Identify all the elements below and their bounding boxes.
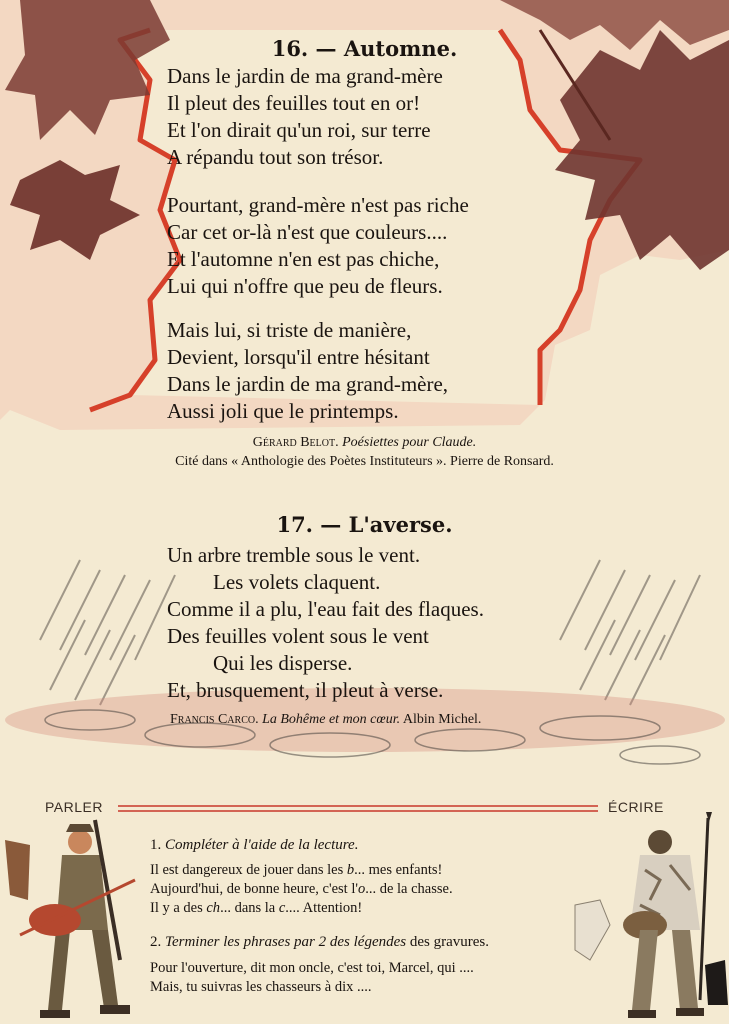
poem16-work: Poésiettes pour Claude. bbox=[342, 435, 477, 450]
exercise1-line bbox=[150, 900, 362, 917]
poem16-verse: Devient, lorsqu'il entre hésitant bbox=[167, 345, 430, 369]
ecrire-label: ÉCRIRE bbox=[608, 799, 664, 815]
exercise1-text: ... mes enfants! bbox=[354, 862, 443, 878]
exercise1-instruction: Compléter à l'aide de la lecture. bbox=[165, 837, 359, 853]
exercise1-text: Aujourd'hui, de bonne heure, c'est l' bbox=[150, 881, 358, 897]
exercise1-blank: b bbox=[346, 862, 355, 878]
poem16-title: 16. — Automne. bbox=[271, 36, 458, 61]
exercise2-line: Pour l'ouverture, dit mon oncle, c'est toi, Marcel, qui .... bbox=[150, 960, 474, 976]
poem17-publisher: Albin Michel. bbox=[402, 712, 482, 727]
poem17-title: 17. — L'averse. bbox=[276, 512, 453, 537]
exercise1-blank: o bbox=[357, 881, 366, 897]
poem16-verse: Aussi joli que le printemps. bbox=[167, 399, 399, 423]
poem16-verse: Il pleut des feuilles tout en or! bbox=[167, 91, 421, 115]
exercise1-text: ... de la chasse. bbox=[365, 881, 453, 897]
exercise1-line bbox=[150, 862, 442, 879]
poem17-verse: Un arbre tremble sous le vent. bbox=[167, 543, 421, 567]
poem16-verse: Dans le jardin de ma grand-mère bbox=[167, 64, 443, 88]
exercise2-instruction-end: des gravures. bbox=[406, 934, 489, 950]
poem16-verse: A répandu tout son trésor. bbox=[167, 145, 384, 169]
hunter-right-figure bbox=[575, 812, 728, 1018]
poem17-attribution bbox=[170, 712, 481, 728]
hunter-left-figure bbox=[5, 820, 135, 1018]
poem16-attribution bbox=[0, 435, 729, 451]
exercise1-text: ... dans la bbox=[220, 900, 279, 916]
exercise1-number: 1. bbox=[150, 837, 162, 853]
poem17-work: La Bohême et mon cœur. bbox=[262, 712, 401, 727]
exercise1-text: Il est dangereux de jouer dans les bbox=[150, 862, 347, 878]
poem16-verse: Dans le jardin de ma grand-mère, bbox=[167, 372, 449, 396]
poem17-verse: Qui les disperse. bbox=[213, 651, 353, 675]
poem16-verse: Mais lui, si triste de manière, bbox=[167, 318, 412, 342]
poem16-verse: Lui qui n'offre que peu de fleurs. bbox=[167, 274, 443, 298]
poem17-verse: Des feuilles volent sous le vent bbox=[167, 624, 429, 648]
poem17-author: Francis Carco. bbox=[170, 712, 259, 727]
parler-label: PARLER bbox=[45, 799, 103, 815]
exercise1-text: Il y a des bbox=[150, 900, 207, 916]
exercise1-blank: c bbox=[278, 900, 286, 916]
poem16-verse: Et l'on dirait qu'un roi, sur terre bbox=[167, 118, 431, 142]
poem17-verse: Les volets claquent. bbox=[213, 570, 381, 594]
poem17-verse: Comme il a plu, l'eau fait des flaques. bbox=[167, 597, 484, 621]
poem16-author: Gérard Belot. bbox=[252, 435, 339, 450]
poem16-verse: Pourtant, grand-mère n'est pas riche bbox=[167, 193, 469, 217]
exercise2-number: 2. bbox=[150, 934, 162, 950]
exercise2-heading bbox=[150, 934, 489, 951]
exercise1-blank: ch bbox=[206, 900, 221, 916]
poem17-verse: Et, brusquement, il pleut à verse. bbox=[167, 678, 444, 702]
exercise2-instruction: Terminer les phrases par 2 des légendes bbox=[165, 934, 407, 950]
exercise1-heading bbox=[150, 837, 358, 854]
exercise1-line bbox=[150, 881, 453, 898]
exercise2-line: Mais, tu suivras les chasseurs à dix .... bbox=[150, 979, 372, 995]
poem16-source: Cité dans « Anthologie des Poètes Instituteurs ». Pierre de Ronsard. bbox=[175, 454, 554, 469]
exercise1-text: .... Attention! bbox=[285, 900, 363, 916]
poem16-verse: Et l'automne n'en est pas chiche, bbox=[167, 247, 440, 271]
poem16-verse: Car cet or-là n'est que couleurs.... bbox=[167, 220, 448, 244]
